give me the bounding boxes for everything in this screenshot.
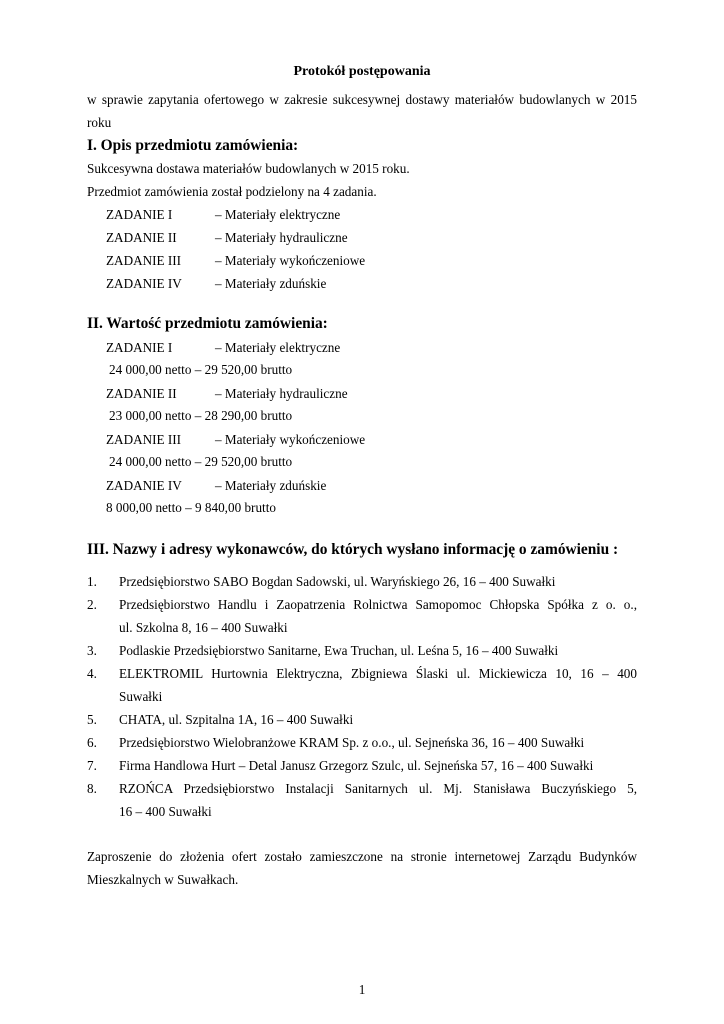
contractor-number: 1. xyxy=(87,574,97,589)
contractor-line-1: ELEKTROMIL Hurtownia Elektryczna, Zbigniewa Ślaski ul. Mickiewicza 10, 16 – 400 xyxy=(119,666,637,681)
subtitle-line-2: roku xyxy=(87,115,112,130)
contractor-item xyxy=(119,593,637,639)
value-task-label: ZADANIE IV xyxy=(106,478,182,493)
value-task-label: ZADANIE III xyxy=(106,432,182,447)
value-task-description: – Materiały hydrauliczne xyxy=(215,386,348,401)
value-task-label: ZADANIE I xyxy=(106,340,173,355)
task-value: 8 000,00 netto – 9 840,00 brutto xyxy=(106,500,276,515)
contractor-line-2: ul. Szkolna 8, 16 – 400 Suwałki xyxy=(119,620,288,635)
section-3-heading: III. Nazwy i adresy wykonawców, do których wysłano informację o zamówieniu : xyxy=(87,541,619,558)
contractor-line-1: RZOŃCA Przedsiębiorstwo Instalacji Sanitarnych ul. Mj. Stanisława Buczyńskiego 5, xyxy=(119,781,637,796)
closing-line-2: Mieszkalnych w Suwałkach. xyxy=(87,872,239,887)
contractor-number: 7. xyxy=(87,758,97,773)
task-label: ZADANIE II xyxy=(106,230,177,245)
task-label: ZADANIE IV xyxy=(106,276,182,291)
section-1-heading: I. Opis przedmiotu zamówienia: xyxy=(87,137,299,154)
subtitle-line-1: w sprawie zapytania ofertowego w zakresie sukcesywnej dostawy materiałów budowlanych w 2015 xyxy=(87,92,637,107)
contractor-line-2: Suwałki xyxy=(119,689,163,704)
contractor-line-1: Podlaskie Przedsiębiorstwo Sanitarne, Ewa Truchan, ul. Leśna 5, 16 – 400 Suwałki xyxy=(119,643,559,658)
contractor-number: 6. xyxy=(87,735,97,750)
section-1-line-1: Sukcesywna dostawa materiałów budowlanych w 2015 roku. xyxy=(87,161,410,176)
task-description: – Materiały hydrauliczne xyxy=(215,230,348,245)
contractor-item xyxy=(119,639,637,662)
contractor-item xyxy=(119,570,637,593)
value-task-description: – Materiały zduńskie xyxy=(215,478,327,493)
task-description: – Materiały elektryczne xyxy=(215,207,341,222)
contractor-item xyxy=(119,662,637,708)
value-task-label: ZADANIE II xyxy=(106,386,177,401)
document-subtitle xyxy=(87,88,637,134)
section-2-heading: II. Wartość przedmiotu zamówienia: xyxy=(87,315,328,332)
contractor-line-1: Przedsiębiorstwo Wielobranżowe KRAM Sp. z o.o., ul. Sejneńska 36, 16 – 400 Suwałki xyxy=(119,735,585,750)
page-number: 1 xyxy=(358,982,366,997)
contractor-item xyxy=(119,777,637,823)
task-value: 23 000,00 netto – 28 290,00 brutto xyxy=(109,408,293,423)
contractor-number: 4. xyxy=(87,666,97,681)
contractor-line-1: Przedsiębiorstwo SABO Bogdan Sadowski, ul. Waryńskiego 26, 16 – 400 Suwałki xyxy=(119,574,556,589)
value-task-description: – Materiały elektryczne xyxy=(215,340,341,355)
contractor-line-2: 16 – 400 Suwałki xyxy=(119,804,212,819)
contractor-number: 5. xyxy=(87,712,97,727)
contractor-number: 8. xyxy=(87,781,97,796)
task-label: ZADANIE I xyxy=(106,207,173,222)
contractor-item xyxy=(119,708,637,731)
contractor-item xyxy=(119,731,637,754)
contractor-line-1: CHATA, ul. Szpitalna 1A, 16 – 400 Suwałki xyxy=(119,712,354,727)
closing-line-1: Zaproszenie do złożenia ofert zostało zamieszczone na stronie internetowej Zarządu Budynków xyxy=(87,849,637,864)
document-title: Protokół postępowania xyxy=(293,64,431,79)
contractor-line-1: Przedsiębiorstwo Handlu i Zaopatrzenia Rolnictwa Samopomoc Chłopska Spółka z o. o., xyxy=(119,597,637,612)
task-description: – Materiały wykończeniowe xyxy=(215,253,366,268)
contractor-line-1: Firma Handlowa Hurt – Detal Janusz Grzegorz Szulc, ul. Sejneńska 57, 16 – 400 Suwałki xyxy=(119,758,594,773)
task-description: – Materiały zduńskie xyxy=(215,276,327,291)
task-label: ZADANIE III xyxy=(106,253,182,268)
contractor-number: 3. xyxy=(87,643,97,658)
closing-paragraph xyxy=(87,845,637,891)
section-1-line-2: Przedmiot zamówienia został podzielony na 4 zadania. xyxy=(87,184,377,199)
contractor-number: 2. xyxy=(87,597,97,612)
contractor-item xyxy=(119,754,637,777)
task-value: 24 000,00 netto – 29 520,00 brutto xyxy=(109,362,293,377)
value-task-description: – Materiały wykończeniowe xyxy=(215,432,366,447)
task-value: 24 000,00 netto – 29 520,00 brutto xyxy=(109,454,293,469)
